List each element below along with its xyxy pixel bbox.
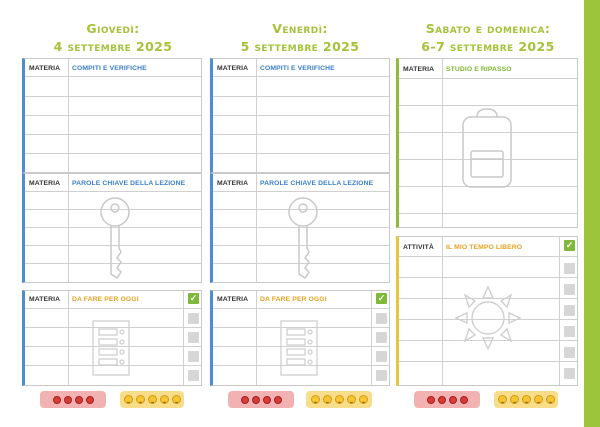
- checkbox[interactable]: [564, 284, 575, 295]
- day-title-thursday: [22, 20, 204, 56]
- day-title-weekend: [396, 20, 580, 56]
- check-icon[interactable]: ✓: [189, 293, 198, 303]
- da-fare-label: DA FARE PER OGGI: [260, 296, 327, 303]
- homework-table: [210, 58, 390, 173]
- materia-label: MATERIA: [217, 180, 249, 187]
- materia-label: MATERIA: [29, 296, 61, 303]
- da-fare-label: DA FARE PER OGGI: [72, 296, 139, 303]
- page-edge-band: [584, 0, 600, 427]
- backpack-icon: [459, 107, 515, 189]
- day-title-line1: Giovedì:: [86, 21, 140, 36]
- parole-chiave-label: PAROLE CHIAVE DELLA LEZIONE: [260, 180, 374, 187]
- checkbox[interactable]: [564, 263, 575, 274]
- todo-table: [22, 290, 202, 386]
- materia-label: MATERIA: [29, 180, 61, 187]
- checkbox[interactable]: [188, 332, 199, 343]
- day-title-line2: 6-7 settembre 2025: [421, 39, 555, 54]
- red-dots: [414, 391, 480, 408]
- compiti-label: COMPITI E VERIFICHE: [260, 65, 335, 72]
- key-icon: [95, 194, 135, 279]
- compiti-label: COMPITI E VERIFICHE: [72, 65, 147, 72]
- checkbox[interactable]: [564, 326, 575, 337]
- attivita-label: ATTIVITÀ: [403, 244, 434, 251]
- check-icon[interactable]: ✓: [377, 293, 386, 303]
- checkbox[interactable]: [376, 351, 387, 362]
- keywords-table: [22, 173, 202, 283]
- check-icon[interactable]: ✓: [565, 240, 574, 250]
- red-dots: [40, 391, 106, 408]
- key-icon: [283, 194, 323, 279]
- checkbox[interactable]: [376, 370, 387, 381]
- materia-label: MATERIA: [217, 65, 249, 72]
- day-title-line2: 4 settembre 2025: [53, 39, 173, 54]
- free-time-table: [396, 236, 578, 386]
- checklist-icon: [91, 319, 131, 377]
- checkbox[interactable]: [564, 347, 575, 358]
- day-title-line1: Sabato e domenica:: [425, 21, 551, 36]
- homework-table: [22, 58, 202, 173]
- checkbox[interactable]: [564, 305, 575, 316]
- todo-table: [210, 290, 390, 386]
- sun-icon: [453, 285, 523, 351]
- materia-label: MATERIA: [29, 65, 61, 72]
- day-title-line1: Venerdì:: [272, 21, 328, 36]
- materia-label: MATERIA: [217, 296, 249, 303]
- checkbox[interactable]: [188, 351, 199, 362]
- checkbox[interactable]: [376, 313, 387, 324]
- checkbox[interactable]: [188, 313, 199, 324]
- smiley-faces: [120, 391, 184, 408]
- day-title-friday: [210, 20, 390, 56]
- checkbox[interactable]: [376, 332, 387, 343]
- smiley-faces: [494, 391, 558, 408]
- smiley-faces: [306, 391, 372, 408]
- parole-chiave-label: PAROLE CHIAVE DELLA LEZIONE: [72, 180, 186, 187]
- study-table: [396, 58, 578, 228]
- day-title-line2: 5 settembre 2025: [240, 39, 360, 54]
- checkbox[interactable]: [188, 370, 199, 381]
- checkbox[interactable]: [564, 368, 575, 379]
- materia-label: MATERIA: [403, 66, 435, 73]
- red-dots: [228, 391, 294, 408]
- checklist-icon: [279, 319, 319, 377]
- tempo-libero-label: IL MIO TEMPO LIBERO: [446, 244, 523, 251]
- keywords-table: [210, 173, 390, 283]
- studio-label: STUDIO E RIPASSO: [446, 66, 512, 73]
